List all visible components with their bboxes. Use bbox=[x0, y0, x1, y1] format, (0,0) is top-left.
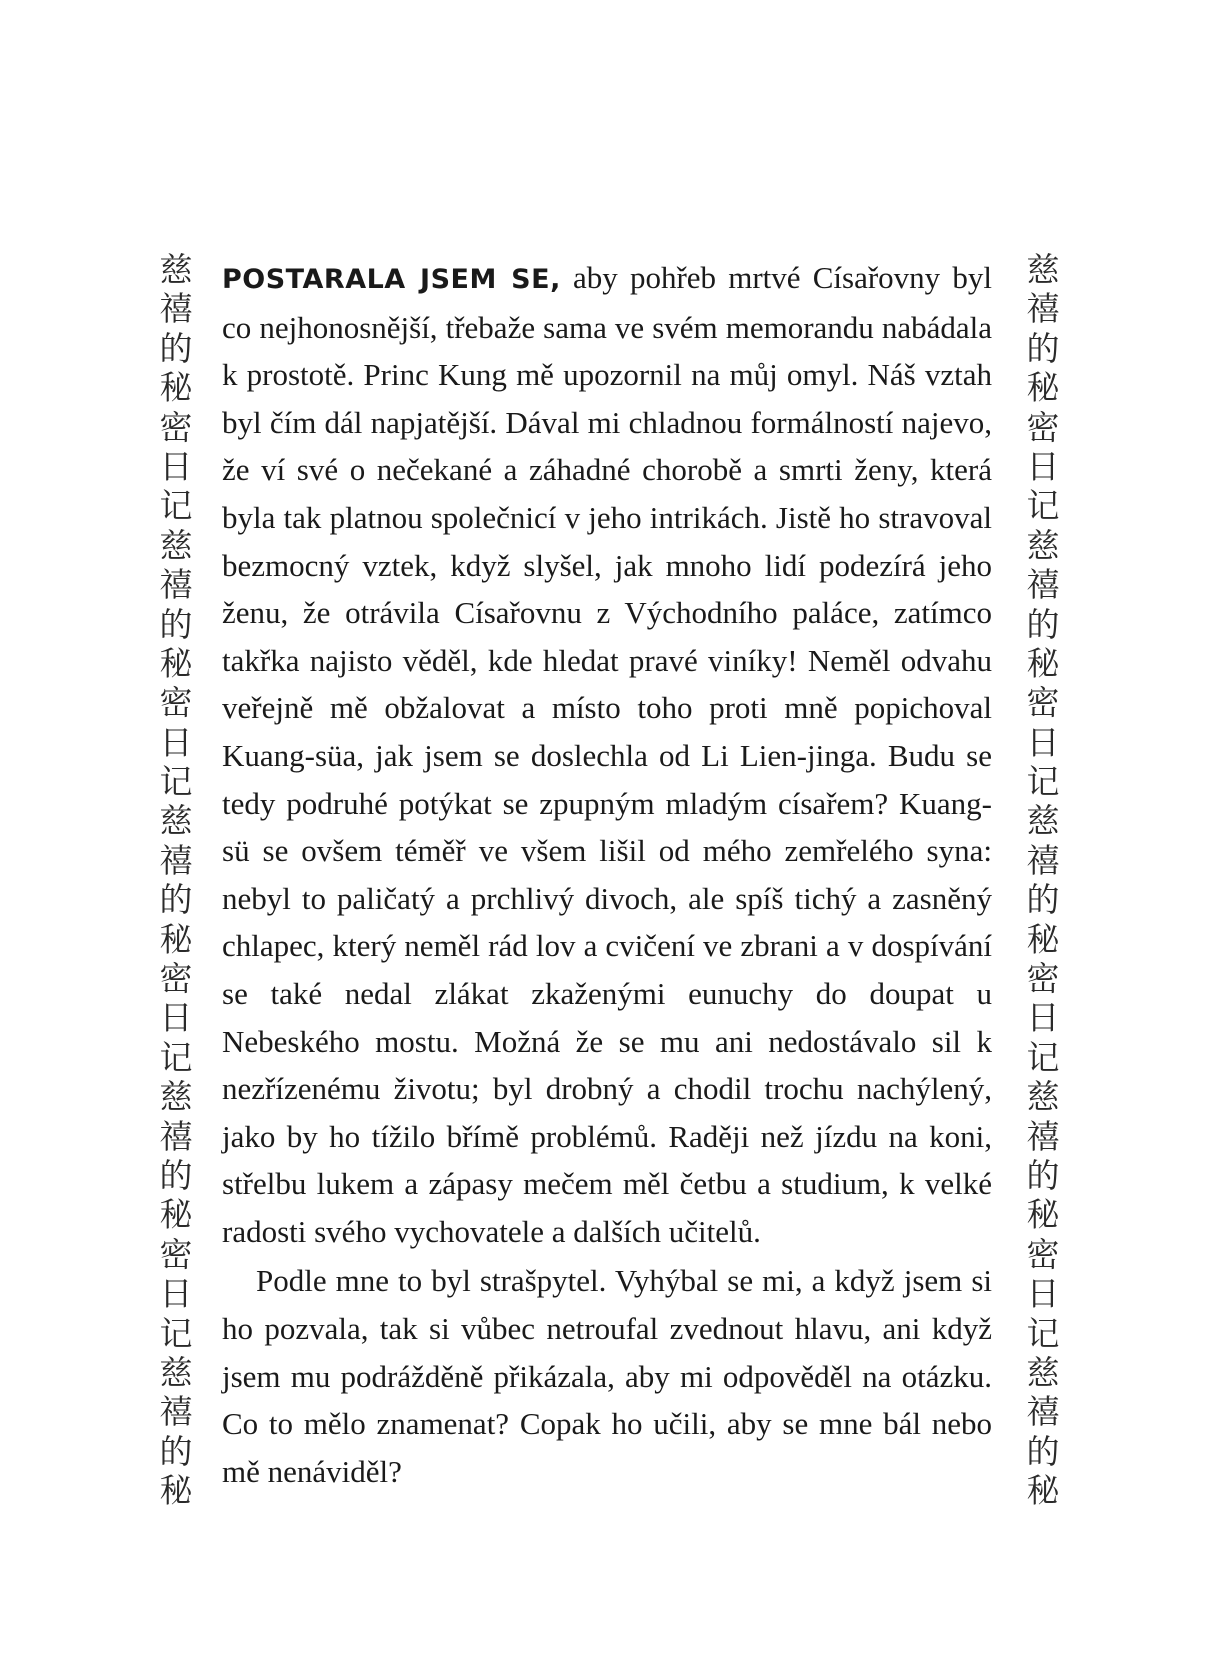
sidebar-char: 禧 bbox=[1026, 565, 1060, 605]
sidebar-char: 记 bbox=[159, 1037, 193, 1077]
sidebar-char: 记 bbox=[159, 762, 193, 802]
sidebar-char: 慈 bbox=[1026, 801, 1060, 841]
right-margin-decoration bbox=[1021, 250, 1065, 1511]
sidebar-char: 禧 bbox=[1026, 1392, 1060, 1432]
sidebar-char: 禧 bbox=[159, 840, 193, 880]
sidebar-char: 密 bbox=[1026, 683, 1060, 723]
sidebar-char: 记 bbox=[1026, 1313, 1060, 1353]
left-margin-decoration bbox=[154, 250, 198, 1511]
sidebar-char: 秘 bbox=[1026, 643, 1060, 683]
chapter-lead-in: POSTARALA JSEM SE, bbox=[222, 264, 561, 295]
sidebar-char: 日 bbox=[1026, 998, 1060, 1038]
paragraph-2: Podle mne to byl strašpytel. Vyhýbal se mi, a když jsem si ho pozvala, tak si vůbec netroufal zvednout hlavu, ani když jsem mu podrážděně přikázala, aby mi odpověděl na otázku. Co to mělo znamenat? Copak ho učili, aby se mne bál nebo mě nenáviděl? bbox=[222, 1263, 992, 1489]
sidebar-char: 秘 bbox=[1026, 1471, 1060, 1511]
sidebar-char: 记 bbox=[1026, 486, 1060, 526]
sidebar-char: 记 bbox=[159, 1313, 193, 1353]
sidebar-char: 记 bbox=[1026, 1037, 1060, 1077]
sidebar-char: 秘 bbox=[1026, 368, 1060, 408]
sidebar-char: 日 bbox=[159, 1274, 193, 1314]
sidebar-char: 慈 bbox=[1026, 250, 1060, 289]
sidebar-char: 密 bbox=[1026, 407, 1060, 447]
sidebar-char: 秘 bbox=[159, 368, 193, 408]
sidebar-char: 秘 bbox=[159, 643, 193, 683]
sidebar-char: 的 bbox=[1026, 1431, 1060, 1471]
sidebar-char: 记 bbox=[159, 486, 193, 526]
sidebar-char: 慈 bbox=[159, 1352, 193, 1392]
sidebar-char: 日 bbox=[159, 722, 193, 762]
sidebar-char: 慈 bbox=[1026, 1077, 1060, 1117]
sidebar-char: 秘 bbox=[159, 1471, 193, 1511]
sidebar-char: 的 bbox=[159, 880, 193, 920]
paragraph-1-text: aby pohřeb mrtvé Císařovny byl co nejhonosnější, třebaže sama ve svém memorandu nabádala k prostotě. Princ Kung mě upozornil na můj omyl. Náš vztah byl čím dál napjatější. Dával mi chladnou formálností najevo, že ví své o nečekané a záhadné chorobě a smrti ženy, která byla tak platnou společnicí v jeho intrikách. Jistě ho stravoval bezmocný vztek, když slyšel, jak mnoho lidí podezírá jeho ženu, že otrávila Císařovnu z Východního paláce, zatímco takřka najisto věděl, kde hledat pravé viníky! Neměl odvahu veřejně mě obžalovat a místo toho proti mně popichoval Kuang-süa, jak jsem se doslechla od Li Lien-jinga. Budu se tedy podruhé potýkat se zpupným mladým císařem? Kuang-sü se ovšem téměř ve všem lišil od mého zemřelého syna: nebyl to paličatý a prchlivý divoch, ale spíš tichý a zasněný chlapec, který neměl rád lov a cvičení ve zbrani a v dospívání se také nedal zlákat zkaženými eunuchy do doupat u Nebeského mostu. Možná že se mu ani nedostávalo sil k nezřízenému životu; byl drobný a chodil trochu nachýlený, jako by ho tížilo břímě problémů. Raději než jízdu na koni, střelbu lukem a zápasy mečem měl četbu a studium, k velké radosti svého vychovatele a dalších učitelů. bbox=[222, 260, 992, 1249]
sidebar-char: 的 bbox=[159, 1431, 193, 1471]
sidebar-char: 秘 bbox=[1026, 1195, 1060, 1235]
sidebar-char: 记 bbox=[1026, 762, 1060, 802]
sidebar-char: 秘 bbox=[1026, 919, 1060, 959]
sidebar-char: 的 bbox=[1026, 604, 1060, 644]
sidebar-char: 密 bbox=[159, 959, 193, 999]
sidebar-char: 的 bbox=[1026, 328, 1060, 368]
sidebar-char: 密 bbox=[159, 1234, 193, 1274]
sidebar-char: 的 bbox=[1026, 880, 1060, 920]
page-body bbox=[222, 254, 992, 1495]
sidebar-char: 禧 bbox=[1026, 289, 1060, 329]
sidebar-char: 慈 bbox=[1026, 525, 1060, 565]
sidebar-char: 的 bbox=[159, 1155, 193, 1195]
sidebar-char: 日 bbox=[159, 998, 193, 1038]
sidebar-char: 密 bbox=[1026, 1234, 1060, 1274]
paragraph-1 bbox=[222, 254, 992, 1255]
sidebar-char: 日 bbox=[159, 446, 193, 486]
sidebar-char: 密 bbox=[1026, 959, 1060, 999]
sidebar-char: 的 bbox=[159, 328, 193, 368]
sidebar-char: 禧 bbox=[159, 289, 193, 329]
sidebar-char: 的 bbox=[159, 604, 193, 644]
sidebar-char: 禧 bbox=[1026, 1116, 1060, 1156]
sidebar-char: 慈 bbox=[159, 250, 193, 289]
sidebar-char: 禧 bbox=[159, 1392, 193, 1432]
sidebar-char: 秘 bbox=[159, 1195, 193, 1235]
sidebar-char: 的 bbox=[1026, 1155, 1060, 1195]
sidebar-char: 禧 bbox=[159, 565, 193, 605]
sidebar-char: 慈 bbox=[159, 801, 193, 841]
sidebar-char: 慈 bbox=[159, 525, 193, 565]
sidebar-char: 秘 bbox=[159, 919, 193, 959]
sidebar-char: 慈 bbox=[159, 1077, 193, 1117]
sidebar-char: 禧 bbox=[159, 1116, 193, 1156]
sidebar-char: 密 bbox=[159, 683, 193, 723]
sidebar-char: 日 bbox=[1026, 1274, 1060, 1314]
sidebar-char: 日 bbox=[1026, 722, 1060, 762]
sidebar-char: 禧 bbox=[1026, 840, 1060, 880]
sidebar-char: 日 bbox=[1026, 446, 1060, 486]
sidebar-char: 密 bbox=[159, 407, 193, 447]
sidebar-char: 慈 bbox=[1026, 1352, 1060, 1392]
